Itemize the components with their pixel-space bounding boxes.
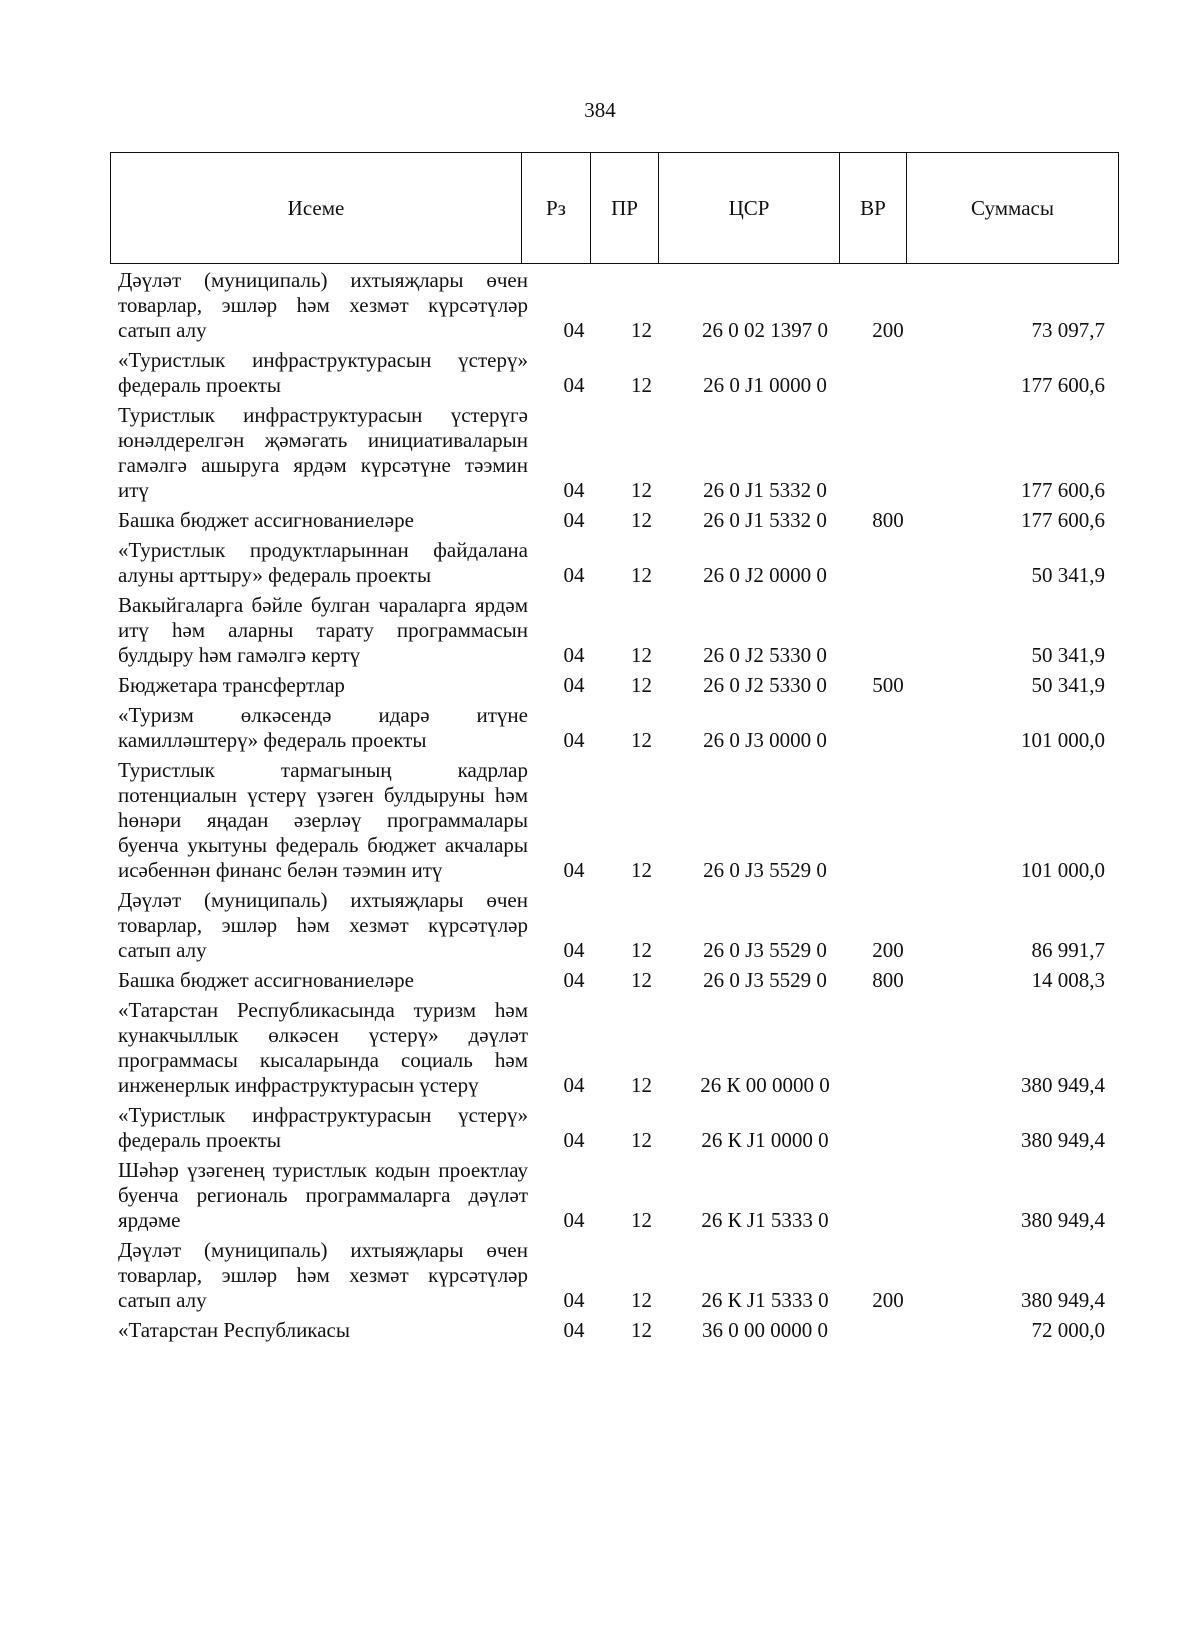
row-vr [855,346,921,401]
row-name-text: Туристлык тармагының кадрлар потенциалын үстерү үзәген булдыруны һәм һөнәри яңадан әзерләү программалары буенча укытуны федераль бюджет акчалары исәбеннән финанс белән тәэмин итү [118,758,528,882]
row-pr: 12 [631,318,652,342]
row-name [110,1316,540,1346]
table-row [110,591,1119,671]
row-name [110,266,540,346]
table-row [110,1236,1119,1316]
row-name-text: Бюджетара трансфертлар [118,673,345,697]
table-row [110,266,1119,346]
row-name [110,346,540,401]
row-csr: 26 0 J3 5529 0 [703,938,827,962]
row-csr: 26 0 02 1397 0 [702,318,828,342]
row-name [110,536,540,591]
row-rz: 04 [563,1318,585,1342]
row-rz: 04 [563,643,585,667]
row-vr [855,401,921,506]
row-csr: 26 0 J2 5330 0 [703,643,827,667]
row-sum: 101 000,0 [1021,858,1105,882]
row-sum: 101 000,0 [1021,728,1105,752]
header-name: Исеме [111,153,522,264]
row-sum: 72 000,0 [1031,1318,1105,1342]
row-name-text: Дәүләт (муниципаль) ихтыяҗлары өчен товарлар, эшләр һәм хезмәт күрсәтүләр сатып алу [118,888,528,962]
table-row [110,1101,1119,1156]
row-name [110,1236,540,1316]
row-vr [855,996,921,1101]
row-pr: 12 [631,1288,652,1312]
row-vr: 500 [872,673,904,697]
row-csr: 26 0 J3 5529 0 [703,858,827,882]
row-rz: 04 [563,938,585,962]
table-row [110,1156,1119,1236]
row-name [110,671,540,701]
table-row [110,756,1119,886]
table-row [110,701,1119,756]
row-sum: 50 341,9 [1031,563,1105,587]
row-rz: 04 [563,478,585,502]
row-pr: 12 [631,373,652,397]
row-pr: 12 [631,1318,652,1342]
row-vr [855,756,921,886]
row-name [110,401,540,506]
row-sum: 177 600,6 [1021,478,1105,502]
row-name [110,756,540,886]
row-pr: 12 [631,858,652,882]
row-name-text: Дәүләт (муниципаль) ихтыяҗлары өчен товарлар, эшләр һәм хезмәт күрсәтүләр сатып алу [118,268,528,342]
row-name [110,701,540,756]
row-csr: 26 К J1 5333 0 [701,1288,829,1312]
header-sum: Суммасы [907,153,1119,264]
row-pr: 12 [631,1128,652,1152]
row-csr: 26 0 J2 5330 0 [703,673,827,697]
row-rz: 04 [563,1288,585,1312]
row-name-text: «Туризм өлкәсендә идарә итүне камилләштерү» федераль проекты [118,703,528,752]
row-csr: 36 0 00 0000 0 [702,1318,828,1342]
header-csr: ЦСР [659,153,840,264]
row-pr: 12 [631,478,652,502]
row-name-text: Туристлык инфраструктурасын үстерүгә юнәлдерелгән җәмәгать инициативаларын гамәлгә ашыруга ярдәм күрсәтүне тәэмин итү [118,403,528,502]
row-name-text: Башка бюджет ассигнованиеләре [118,968,414,992]
row-sum: 86 991,7 [1031,938,1105,962]
row-vr [855,701,921,756]
row-name-text: Башка бюджет ассигнованиеләре [118,508,414,532]
row-csr: 26 0 J2 0000 0 [703,563,827,587]
table-row [110,671,1119,701]
table-row [110,886,1119,966]
page-number: 384 [584,98,616,122]
row-rz: 04 [563,1073,585,1097]
row-pr: 12 [631,643,652,667]
row-sum: 380 949,4 [1021,1073,1105,1097]
row-rz: 04 [563,563,585,587]
row-vr: 800 [872,508,904,532]
row-sum: 177 600,6 [1021,508,1105,532]
row-rz: 04 [563,968,585,992]
row-sum: 14 008,3 [1031,968,1105,992]
row-vr [855,1156,921,1236]
row-name-text: «Туристлык инфраструктурасын үстерү» федераль проекты [118,348,528,397]
row-sum: 73 097,7 [1031,318,1105,342]
row-vr: 200 [872,938,904,962]
row-vr: 200 [872,318,904,342]
budget-table [110,266,1119,1346]
row-name-text: Дәүләт (муниципаль) ихтыяҗлары өчен товарлар, эшләр һәм хезмәт күрсәтүләр сатып алу [118,1238,528,1312]
header-pr: ПР [591,153,659,264]
row-name [110,996,540,1101]
row-pr: 12 [631,563,652,587]
row-csr: 26 0 J3 0000 0 [703,728,827,752]
row-name [110,591,540,671]
row-sum: 50 341,9 [1031,673,1105,697]
row-vr [855,1101,921,1156]
table-row [110,996,1119,1101]
row-csr: 26 К 00 0000 0 [700,1073,830,1097]
row-csr: 26 К J1 5333 0 [701,1208,829,1232]
row-name-text: «Татарстан Республикасында туризм һәм кунакчыллык өлкәсен үстерү» дәүләт программасы кысаларында социаль һәм инженерлык инфраструктурасын үстерү [118,998,528,1097]
row-sum: 380 949,4 [1021,1288,1105,1312]
table-row [110,506,1119,536]
row-name-text: «Туристлык продуктларыннан файдалана алуны арттыру» федераль проекты [118,538,528,587]
row-csr: 26 К J1 0000 0 [701,1128,829,1152]
row-name-text: Шәһәр үзәгенең туристлык кодын проектлау буенча региональ программаларга дәүләт ярдәме [118,1158,528,1232]
row-sum: 50 341,9 [1031,643,1105,667]
row-rz: 04 [563,318,585,342]
row-rz: 04 [563,373,585,397]
row-rz: 04 [563,1128,585,1152]
row-rz: 04 [563,1208,585,1232]
table-row [110,966,1119,996]
row-rz: 04 [563,508,585,532]
row-vr [855,591,921,671]
table-row [110,401,1119,506]
row-csr: 26 0 J1 0000 0 [703,373,827,397]
row-csr: 26 0 J3 5529 0 [703,968,827,992]
row-name [110,966,540,996]
row-name-text: Вакыйгаларга бәйле булган чараларга ярдәм итү һәм аларны тарату программасын булдыру һәм гамәлгә кертү [118,593,528,667]
row-pr: 12 [631,728,652,752]
row-rz: 04 [563,728,585,752]
row-pr: 12 [631,673,652,697]
row-sum: 380 949,4 [1021,1128,1105,1152]
row-vr [855,536,921,591]
row-vr [855,1316,921,1346]
header-vr: ВР [840,153,907,264]
row-name [110,506,540,536]
row-sum: 177 600,6 [1021,373,1105,397]
row-name [110,1101,540,1156]
row-pr: 12 [631,1208,652,1232]
row-rz: 04 [563,673,585,697]
row-pr: 12 [631,938,652,962]
row-pr: 12 [631,968,652,992]
row-name [110,1156,540,1236]
table-row [110,1316,1119,1346]
row-name-text: «Туристлык инфраструктурасын үстерү» федераль проекты [118,1103,528,1152]
row-sum: 380 949,4 [1021,1208,1105,1232]
row-vr: 200 [872,1288,904,1312]
row-csr: 26 0 J1 5332 0 [703,478,827,502]
header-rz: Рз [522,153,591,264]
row-name-text: «Татарстан Республикасы [118,1318,350,1342]
row-rz: 04 [563,858,585,882]
row-csr: 26 0 J1 5332 0 [703,508,827,532]
table-row [110,536,1119,591]
row-pr: 12 [631,508,652,532]
table-header [110,152,1119,264]
row-pr: 12 [631,1073,652,1097]
row-vr: 800 [872,968,904,992]
table-row [110,346,1119,401]
row-name [110,886,540,966]
